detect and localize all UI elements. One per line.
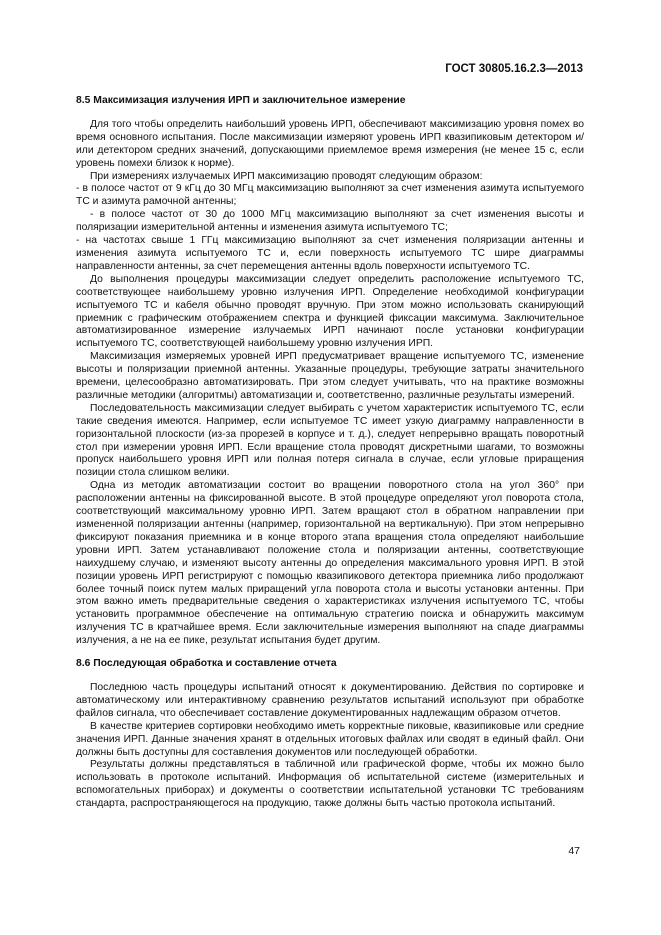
paragraph: Максимизация измеряемых уровней ИРП предусматривает вращение испытуемого ТС, изменение высоты и поляризации приемной антенны. Указанные процедуры, требующие затраты значительного времени, целесообразно автоматизировать. При этом следует учитывать, что на практике возможны различные методики (алгоритмы) автоматизации и, соответственно, различные результаты измерений. [76,351,584,401]
paragraph: Последовательность максимизации следует выбирать с учетом характеристик испытуемого ТС, если такие сведения имеются. Например, если испытуемое ТС имеет узкую диаграмму направленности в горизонтальной плоскости (из-за прорезей в корпусе и т. д.), следует непрерывно вращать поворотный стол при измерении уровня ИРП. Если вращение стола проводят дискретными шагами, то возможны пропуск наибольшего уровня ИРП или полная потеря сигнала в случае, если угловые приращения позиции стола слишком велики. [76,402,584,479]
paragraph: До выполнения процедуры максимизации следует определить расположение испытуемого ТС, соответствующее наибольшему уровню излучения ИРП. Определение необходимой конфигурации испытуемого ТС и кабеля обычно проводят вручную. При этом можно использовать сканирующий приемник с графическим отображением спектра и функцией фиксации максимума. Заключительное автоматизированное измерение излучаемых ИРП начинают после установки конфигурации испытуемого ТС, соответствующей наибольшему уровню излучения ИРП. [76,273,584,350]
paragraph: В качестве критериев сортировки необходимо иметь корректные пиковые, квазипиковые или средние значения ИРП. Данные значения хранят в отдельных итоговых файлах или сводят в единый файл. Они должны быть доступны для составления документов или последующей обработки. [76,720,584,758]
paragraph: Результаты должны представляться в табличной или графической форме, чтобы их можно было использовать в протоколе испытаний. Информация об испытательной системе (измерительных и вспомогательных приборах) и документы о соответствии испытательной установки ТС требованиям стандарта, распространяющегося на продукцию, также должны быть частью протокола испытаний. [76,759,584,810]
list-item: - в полосе частот от 9 кГц до 30 МГц максимизацию выполняют за счет изменения азимута испытуемого ТС и азимута рамочной антенны; [76,183,584,208]
paragraph: Одна из методик автоматизации состоит во вращении поворотного стола на угол 360° при расположении антенны на фиксированной высоте. В этой процедуре определяют угол поворота стола, соответствующий максимальному уровню ИРП. Затем вращают стол в обратном направлении при измененной поляризации антенны (например, горизонтальной на вертикальную). При этом непрерывно фиксируют показания приемника и в конце второго этапа вращения стола определяют наибольшие уровни ИРП. Затем устанавливают положение стола и поляризации антенны, соответствующие наихудшему случаю, и изменяют высоту антенны до определения максимального уровня ИРП. В этой позиции уровень ИРП регистрируют с помощью квазипикового детектора приемника либо продолжают более точный поиск путем малых приращений угла поворота стола и высоты установки антенны. При этом важно иметь предварительные сведения о характеристиках излучения испытуемого ТС, чтобы установить программное обеспечение на оптимальную стратегию поиска и обнаружить максимум излучения ТС в кратчайшее время. Если заключительные измерения выполняют на спаде диаграммы излучения, а не на ее пике, результат испытания будет другим. [76,480,584,647]
page-number: 47 [568,845,580,857]
section-8-5-title: 8.5 Максимизация излучения ИРП и заключительное измерение [76,95,406,106]
list-item: - в полосе частот от 30 до 1000 МГц максимизацию выполняют за счет изменения высоты и поляризации измерительной антенны и изменения азимута испытуемого ТС; [76,209,584,234]
document-code: ГОСТ 30805.16.2.3—2013 [445,63,583,75]
page-content [76,95,584,811]
list-item: - на частотах свыше 1 ГГц максимизацию выполняют за счет изменения поляризации антенны и изменения азимута испытуемого ТС и, если поверхность испытуемого ТС шире диаграммы направленности антенны, за счет перемещения антенны вдоль поверхности испытуемого ТС. [76,235,584,272]
paragraph: При измерениях излучаемых ИРП максимизацию проводят следующим образом: [90,170,483,182]
section-8-6-title: 8.6 Последующая обработка и составление отчета [76,658,337,670]
paragraph: Для того чтобы определить наибольший уровень ИРП, обеспечивают максимизацию уровня помех во время основного испытания. После максимизации измеряют уровень ИРП квазипиковым детектором и/или детектором средних значений, допускающими приемлемое время измерения (не менее 15 с, если уровень помехи близок к норме). [76,118,584,169]
paragraph: Последнюю часть процедуры испытаний относят к документированию. Действия по сортировке и автоматическому или интерактивному сравнению результатов испытаний используют при обработке файлов сигнала, что обеспечивает составление документированных надлежащим образом отчетов. [76,681,584,719]
